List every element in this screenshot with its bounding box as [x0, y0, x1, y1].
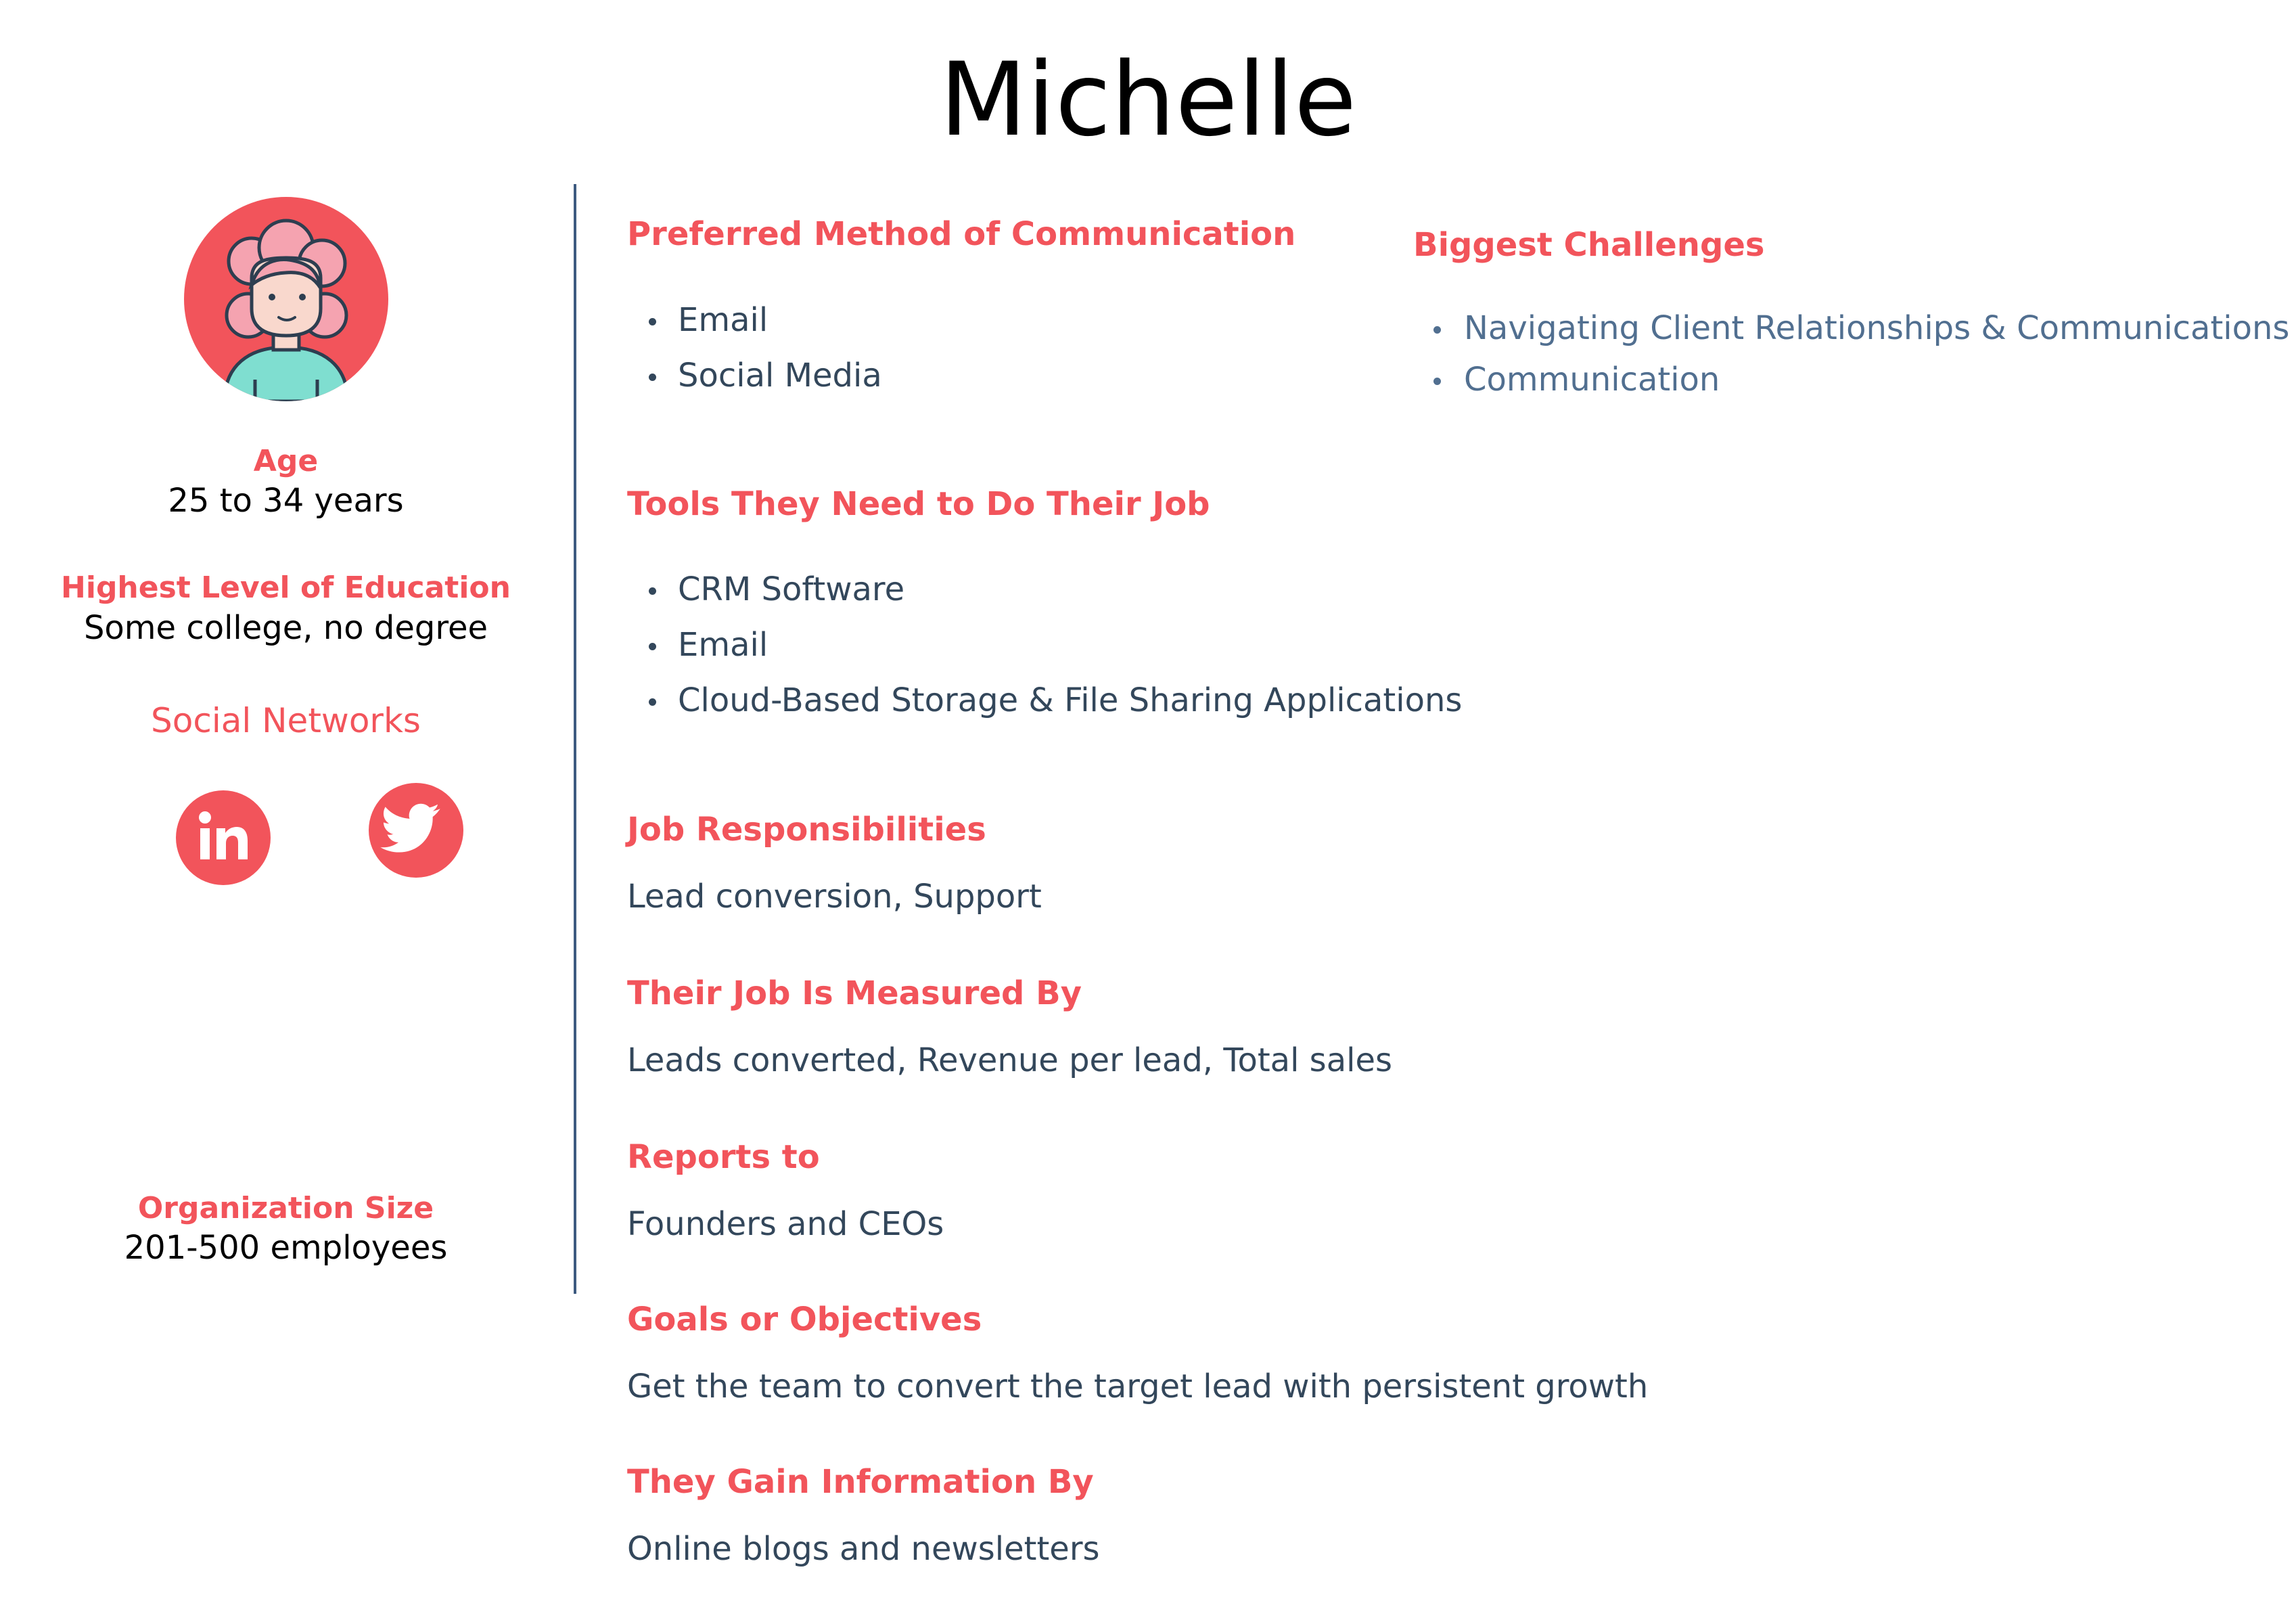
- challenges-title: Biggest Challenges: [1413, 226, 1765, 264]
- communication-list: [627, 298, 882, 409]
- persona-avatar: [184, 197, 388, 401]
- measured-by-text: Leads converted, Revenue per lead, Total sales: [627, 1041, 1392, 1079]
- list-item: Social Media: [627, 353, 882, 409]
- twitter-icon[interactable]: [369, 783, 463, 878]
- list-item: Navigating Client Relationships & Communications: [1413, 306, 2289, 357]
- social-networks-label: Social Networks: [151, 701, 421, 740]
- information-title: They Gain Information By: [627, 1463, 1094, 1501]
- list-item: Communication: [1413, 357, 2289, 409]
- organization-size-value: 201-500 employees: [124, 1229, 448, 1267]
- persona-name: Michelle: [939, 41, 1357, 159]
- age-label: Age: [253, 444, 319, 478]
- column-divider: [574, 184, 576, 1294]
- challenges-list: [1413, 306, 2289, 409]
- list-item: Cloud-Based Storage & File Sharing Applications: [627, 678, 1462, 734]
- goals-title: Goals or Objectives: [627, 1301, 982, 1338]
- linkedin-icon[interactable]: [176, 790, 271, 885]
- communication-title: Preferred Method of Communication: [627, 215, 1296, 253]
- list-item: Email: [627, 623, 1462, 678]
- education-value: Some college, no degree: [83, 609, 488, 647]
- tools-title: Tools They Need to Do Their Job: [627, 485, 1210, 523]
- reports-to-text: Founders and CEOs: [627, 1205, 944, 1243]
- education-label: Highest Level of Education: [61, 570, 511, 605]
- goals-text: Get the team to convert the target lead with persistent growth: [627, 1368, 1649, 1405]
- organization-size-label: Organization Size: [137, 1191, 434, 1225]
- reports-to-title: Reports to: [627, 1138, 820, 1176]
- list-item: Email: [627, 298, 882, 353]
- responsibilities-text: Lead conversion, Support: [627, 878, 1042, 916]
- information-text: Online blogs and newsletters: [627, 1530, 1100, 1568]
- tools-list: [627, 567, 1462, 734]
- responsibilities-title: Job Responsibilities: [627, 811, 986, 849]
- age-value: 25 to 34 years: [168, 482, 404, 520]
- measured-by-title: Their Job Is Measured By: [627, 974, 1082, 1012]
- list-item: CRM Software: [627, 567, 1462, 623]
